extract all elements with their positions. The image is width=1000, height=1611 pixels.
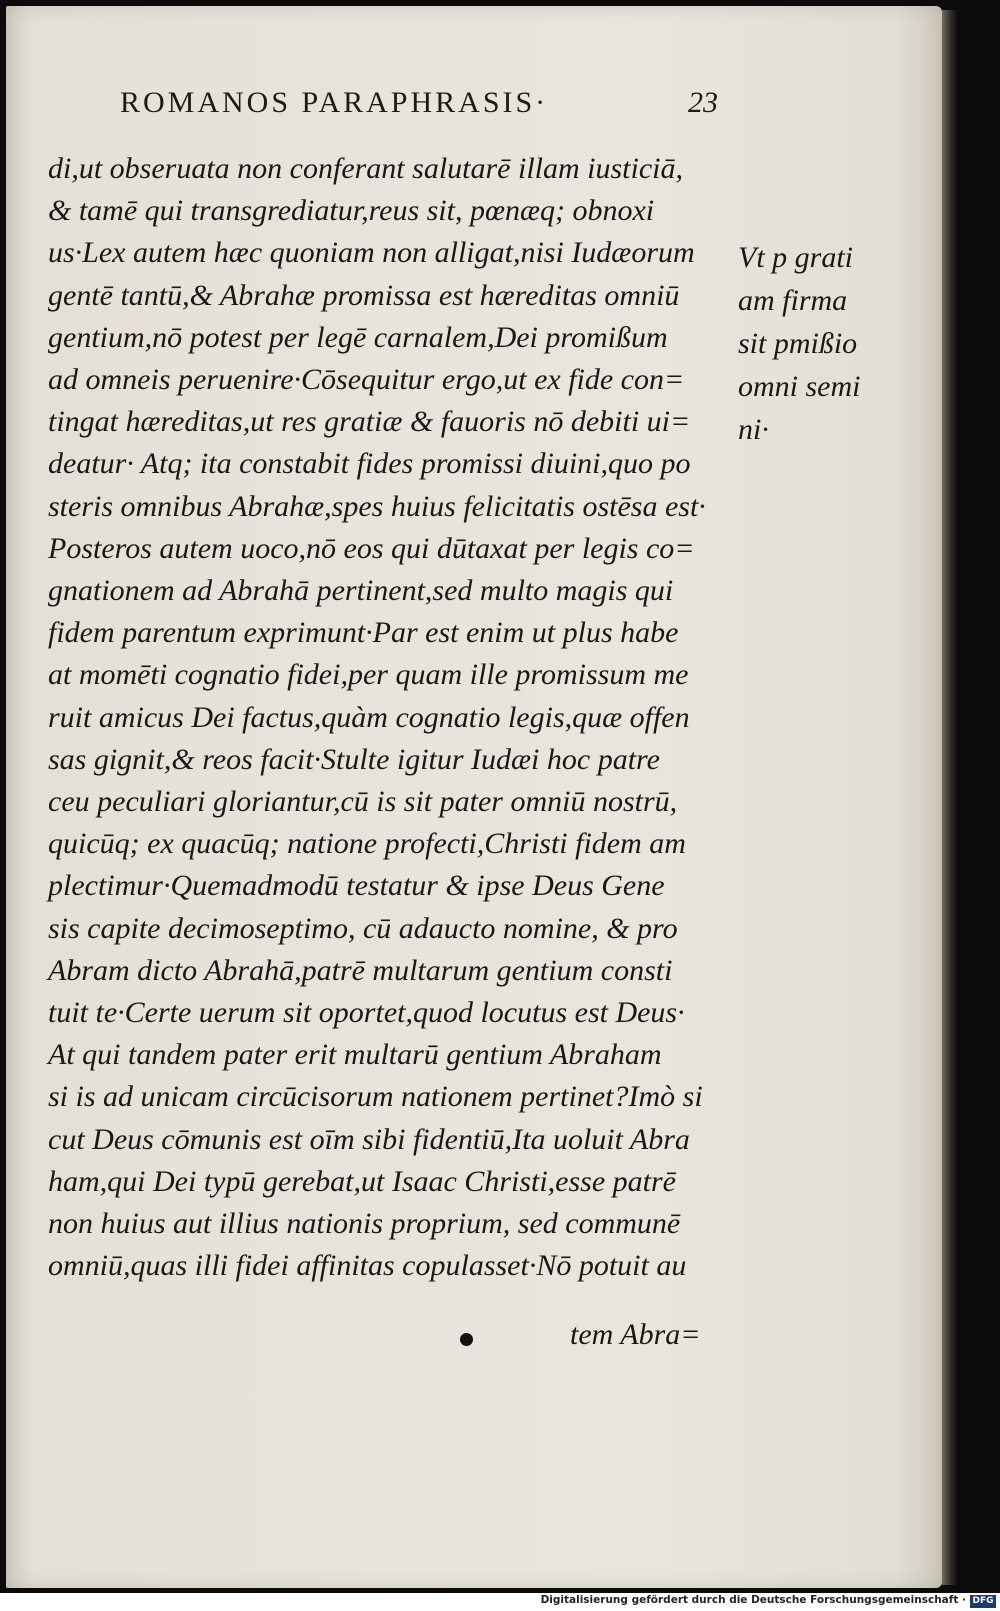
text-line: at momēti cognatio fidei,per quam ille promissum me — [48, 658, 689, 692]
marginal-note-line: Vt p grati — [738, 241, 854, 274]
page-number: 23 — [688, 86, 718, 119]
page-edge-shadow — [942, 10, 958, 1585]
text-line: si is ad unicam circūcisorum nationem pertinet?Imò si — [48, 1080, 703, 1114]
text-line: plectimur·Quemadmodū testatur & ipse Deus Gene — [48, 869, 665, 903]
signature-mark — [460, 1333, 473, 1346]
text-line: Abram dicto Abrahā,patrē multarum gentium consti — [48, 953, 673, 987]
running-head: ROMANOS PARAPHRASIS· — [120, 86, 549, 119]
text-line: fidem parentum exprimunt·Par est enim ut plus habe — [48, 616, 679, 650]
text-line: steris omnibus Abrahæ,spes huius felicitatis ostēsa est· — [48, 489, 706, 523]
body-text — [48, 148, 728, 1287]
text-line: cut Deus cōmunis est oīm sibi fidentiū,Ita uoluit Abra — [48, 1122, 690, 1156]
marginal-note-line: omni semi — [738, 370, 861, 403]
text-line: deatur· Atq; ita constabit fides promissi diuini,quo po — [48, 447, 691, 481]
text-line: & tamē qui transgrediatur,reus sit, pœnæq; obnoxi — [48, 194, 655, 228]
text-line: tuit te·Certe uerum sit oportet,quod locutus est Deus· — [48, 996, 685, 1030]
text-line: di,ut obseruata non conferant salutarē illam iusticiā, — [48, 152, 683, 185]
marginal-note-line: ni· — [738, 413, 769, 446]
text-line: gnationem ad Abrahā pertinent,sed multo magis qui — [48, 574, 674, 608]
text-line: gentium,nō potest per legē carnalem,Dei promißum — [48, 320, 668, 354]
text-line: tingat hæreditas,ut res gratiæ & fauoris nō debiti ui= — [48, 405, 691, 439]
text-line: sis capite decimoseptimo, cū adaucto nomine, & pro — [48, 911, 678, 945]
marginal-note-line: am firma — [738, 284, 848, 317]
text-line: ruit amicus Dei factus,quàm cognatio legis,quæ offen — [48, 700, 690, 734]
text-line: non huius aut illius nationis proprium, sed communē — [48, 1207, 681, 1241]
text-line: omniū,quas illi fidei affinitas copulasset·Nō potuit au — [48, 1249, 687, 1283]
dfg-logo: DFG — [970, 1595, 996, 1608]
marginal-note — [738, 236, 898, 451]
marginal-note-line: sit pmißio — [738, 327, 858, 360]
text-line: gentē tantū,& Abrahæ promissa est hæreditas omniū — [48, 278, 680, 312]
text-line: At qui tandem pater erit multarū gentium Abraham — [48, 1038, 662, 1072]
text-line: ad omneis peruenire·Cōsequitur ergo,ut ex fide con= — [48, 363, 685, 397]
text-line: ham,qui Dei typū gerebat,ut Isaac Christi,esse patrē — [48, 1164, 676, 1198]
catchword: tem Abra= — [570, 1318, 701, 1351]
text-line: sas gignit,& reos facit·Stulte igitur Iudæi hoc patre — [48, 742, 660, 776]
text-line: Posteros autem uoco,nō eos qui dūtaxat per legis co= — [48, 531, 695, 565]
text-line: ceu peculiari gloriantur,cū is sit pater omniū nostrū, — [48, 785, 678, 819]
text-line: quicūq; ex quacūq; natione profecti,Christi fidem am — [48, 827, 686, 861]
text-line: us·Lex autem hæc quoniam non alligat,nisi Iudæorum — [48, 236, 695, 270]
digitization-credit: Digitalisierung gefördert durch die Deutsche Forschungsgemeinschaft · — [540, 1594, 966, 1606]
